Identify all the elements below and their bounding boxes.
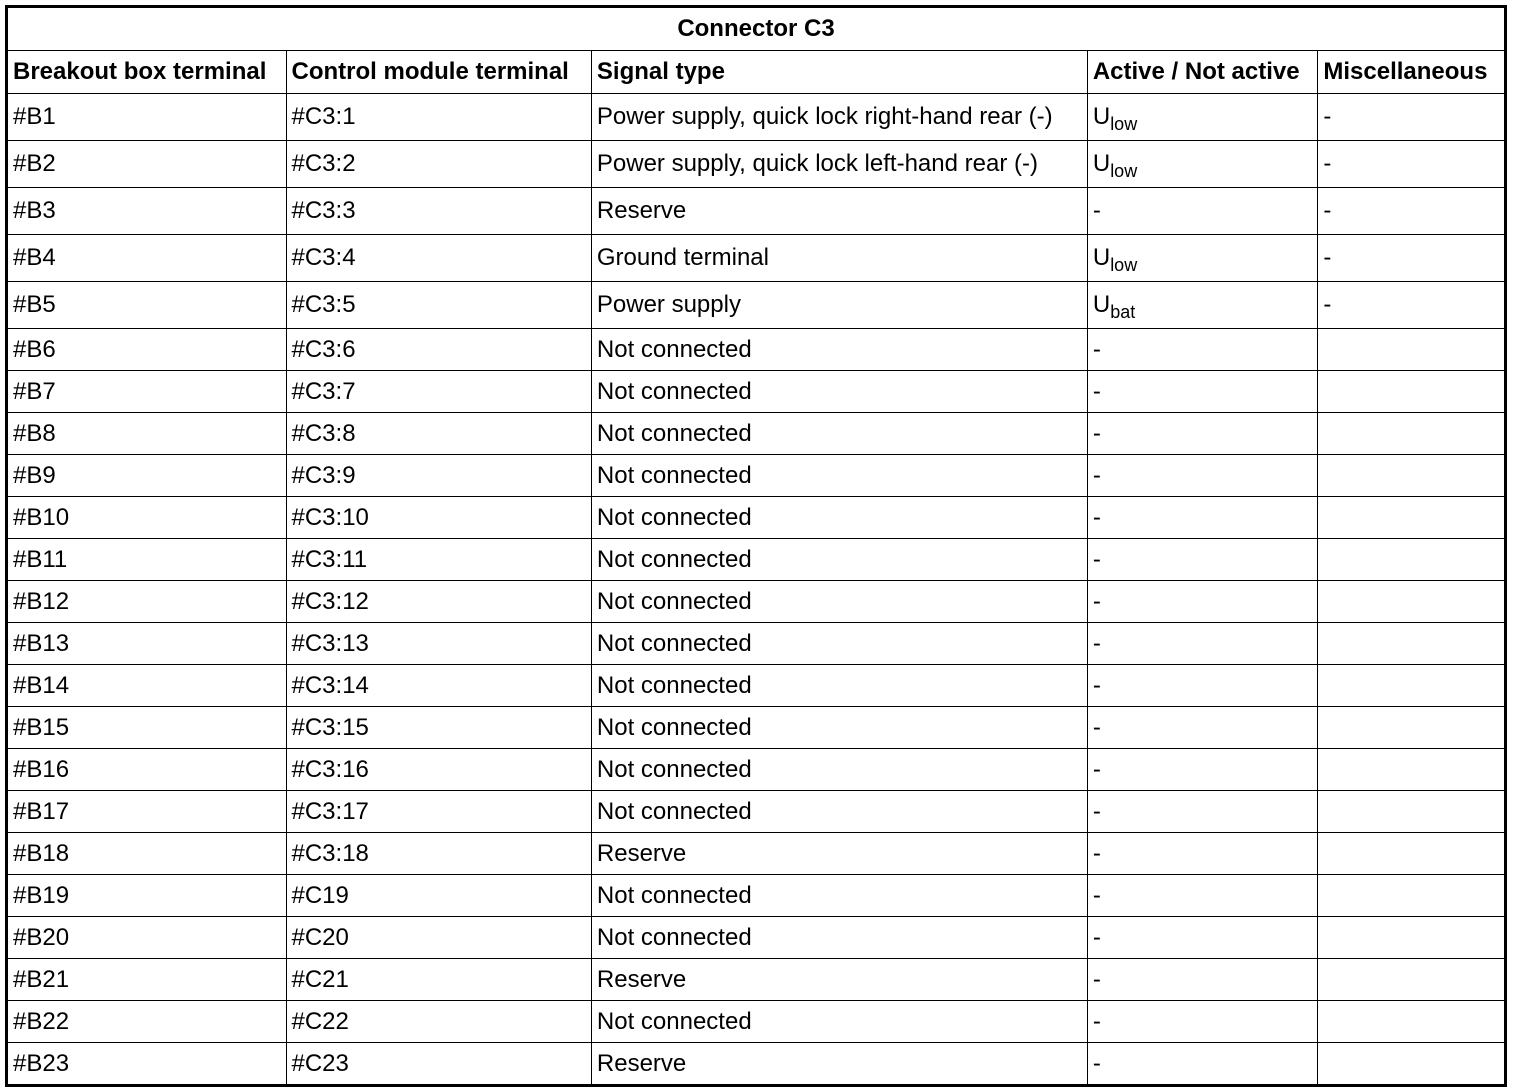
active-state-cell: [1087, 791, 1318, 833]
control-module-terminal-cell: #C3:1: [286, 94, 591, 141]
control-module-terminal-cell: #C3:12: [286, 581, 591, 623]
breakout-box-terminal-cell: #B8: [7, 413, 287, 455]
miscellaneous-cell: [1318, 875, 1506, 917]
breakout-box-terminal-cell: #B6: [7, 329, 287, 371]
active-state-symbol: -: [1092, 335, 1101, 363]
breakout-box-terminal-cell: #B2: [7, 141, 287, 188]
miscellaneous-cell: [1318, 371, 1506, 413]
active-state-cell: [1087, 188, 1318, 235]
signal-type-cell: Not connected: [591, 875, 1087, 917]
table-row: [7, 707, 1506, 749]
active-state-symbol: -: [1092, 377, 1101, 405]
breakout-box-terminal-cell: #B20: [7, 917, 287, 959]
breakout-box-terminal-cell: #B19: [7, 875, 287, 917]
active-state-cell: [1087, 1043, 1318, 1086]
miscellaneous-cell: [1318, 497, 1506, 539]
control-module-terminal-cell: #C21: [286, 959, 591, 1001]
active-state-cell: [1087, 707, 1318, 749]
breakout-box-terminal-cell: #B16: [7, 749, 287, 791]
active-state-symbol: U: [1092, 291, 1111, 318]
breakout-box-terminal-cell: #B11: [7, 539, 287, 581]
signal-type-cell: Not connected: [591, 707, 1087, 749]
active-state-subscript: low: [1110, 161, 1138, 181]
miscellaneous-cell: [1318, 959, 1506, 1001]
header-signal-type: Signal type: [591, 51, 1087, 94]
active-state-symbol: -: [1092, 797, 1101, 825]
active-state-subscript: bat: [1110, 302, 1136, 322]
signal-type-cell: Not connected: [591, 1001, 1087, 1043]
miscellaneous-cell: [1318, 329, 1506, 371]
breakout-box-terminal-cell: #B21: [7, 959, 287, 1001]
table-row: [7, 371, 1506, 413]
signal-type-cell: Not connected: [591, 581, 1087, 623]
active-state-cell: [1087, 455, 1318, 497]
miscellaneous-cell: [1318, 917, 1506, 959]
miscellaneous-cell: [1318, 833, 1506, 875]
signal-type-cell: Reserve: [591, 1043, 1087, 1086]
active-state-subscript: low: [1110, 255, 1138, 275]
active-state-cell: [1087, 329, 1318, 371]
signal-type-cell: Not connected: [591, 371, 1087, 413]
table-row: [7, 94, 1506, 141]
breakout-box-terminal-cell: #B10: [7, 497, 287, 539]
table-row: [7, 539, 1506, 581]
active-state-symbol: -: [1092, 923, 1101, 951]
breakout-box-terminal-cell: #B13: [7, 623, 287, 665]
breakout-box-terminal-cell: #B1: [7, 94, 287, 141]
miscellaneous-cell: -: [1318, 282, 1506, 329]
signal-type-cell: Power supply, quick lock left-hand rear (-): [591, 141, 1087, 188]
breakout-box-terminal-cell: #B22: [7, 1001, 287, 1043]
miscellaneous-cell: [1318, 455, 1506, 497]
signal-type-cell: Reserve: [591, 833, 1087, 875]
active-state-symbol: -: [1092, 461, 1101, 489]
control-module-terminal-cell: #C3:16: [286, 749, 591, 791]
table-row: [7, 1043, 1506, 1086]
header-control-module-terminal: Control module terminal: [286, 51, 591, 94]
control-module-terminal-cell: #C23: [286, 1043, 591, 1086]
breakout-box-terminal-cell: #B9: [7, 455, 287, 497]
active-state-cell: [1087, 539, 1318, 581]
table-row: [7, 623, 1506, 665]
signal-type-cell: Not connected: [591, 413, 1087, 455]
active-state-symbol: -: [1092, 839, 1101, 867]
active-state-cell: [1087, 497, 1318, 539]
breakout-box-terminal-cell: #B23: [7, 1043, 287, 1086]
miscellaneous-cell: [1318, 749, 1506, 791]
miscellaneous-cell: [1318, 1001, 1506, 1043]
breakout-box-terminal-cell: #B15: [7, 707, 287, 749]
control-module-terminal-cell: #C19: [286, 875, 591, 917]
miscellaneous-cell: [1318, 665, 1506, 707]
active-state-cell: [1087, 1001, 1318, 1043]
signal-type-cell: Not connected: [591, 749, 1087, 791]
breakout-box-terminal-cell: #B4: [7, 235, 287, 282]
miscellaneous-cell: -: [1318, 141, 1506, 188]
active-state-symbol: -: [1092, 545, 1101, 573]
control-module-terminal-cell: #C3:15: [286, 707, 591, 749]
active-state-symbol: -: [1092, 197, 1101, 224]
active-state-cell: [1087, 623, 1318, 665]
control-module-terminal-cell: #C3:11: [286, 539, 591, 581]
active-state-symbol: -: [1092, 881, 1101, 909]
control-module-terminal-cell: #C3:4: [286, 235, 591, 282]
header-active-not-active: Active / Not active: [1087, 51, 1318, 94]
miscellaneous-cell: -: [1318, 94, 1506, 141]
active-state-cell: [1087, 141, 1318, 188]
active-state-symbol: -: [1092, 1007, 1101, 1035]
active-state-cell: [1087, 749, 1318, 791]
active-state-symbol: -: [1092, 629, 1101, 657]
breakout-box-terminal-cell: #B18: [7, 833, 287, 875]
active-state-cell: [1087, 94, 1318, 141]
active-state-symbol: -: [1092, 713, 1101, 741]
signal-type-cell: Not connected: [591, 665, 1087, 707]
active-state-cell: [1087, 413, 1318, 455]
table-row: [7, 749, 1506, 791]
miscellaneous-cell: [1318, 623, 1506, 665]
signal-type-cell: Not connected: [591, 917, 1087, 959]
control-module-terminal-cell: #C3:5: [286, 282, 591, 329]
active-state-symbol: -: [1092, 1049, 1101, 1077]
table-row: [7, 235, 1506, 282]
active-state-symbol: U: [1092, 103, 1111, 130]
miscellaneous-cell: [1318, 791, 1506, 833]
table-row: [7, 413, 1506, 455]
table-row: [7, 282, 1506, 329]
table-row: [7, 833, 1506, 875]
active-state-cell: [1087, 917, 1318, 959]
miscellaneous-cell: -: [1318, 188, 1506, 235]
active-state-symbol: -: [1092, 671, 1101, 699]
table-row: [7, 188, 1506, 235]
active-state-symbol: U: [1092, 244, 1111, 271]
table-title: Connector C3: [7, 7, 1506, 51]
table-row: [7, 917, 1506, 959]
breakout-box-terminal-cell: #B5: [7, 282, 287, 329]
control-module-terminal-cell: #C20: [286, 917, 591, 959]
active-state-cell: [1087, 665, 1318, 707]
active-state-cell: [1087, 581, 1318, 623]
active-state-symbol: -: [1092, 419, 1101, 447]
active-state-symbol: -: [1092, 965, 1101, 993]
signal-type-cell: Not connected: [591, 329, 1087, 371]
breakout-box-terminal-cell: #B17: [7, 791, 287, 833]
miscellaneous-cell: [1318, 539, 1506, 581]
control-module-terminal-cell: #C3:8: [286, 413, 591, 455]
table-row: [7, 791, 1506, 833]
control-module-terminal-cell: #C3:9: [286, 455, 591, 497]
control-module-terminal-cell: #C3:3: [286, 188, 591, 235]
active-state-subscript: low: [1110, 114, 1138, 134]
table-row: [7, 959, 1506, 1001]
active-state-cell: [1087, 959, 1318, 1001]
control-module-terminal-cell: #C3:6: [286, 329, 591, 371]
control-module-terminal-cell: #C3:10: [286, 497, 591, 539]
miscellaneous-cell: [1318, 1043, 1506, 1086]
active-state-symbol: -: [1092, 503, 1101, 531]
table-row: [7, 875, 1506, 917]
active-state-cell: [1087, 282, 1318, 329]
active-state-symbol: U: [1092, 150, 1111, 177]
control-module-terminal-cell: #C3:7: [286, 371, 591, 413]
table-row: [7, 455, 1506, 497]
signal-type-cell: Not connected: [591, 539, 1087, 581]
control-module-terminal-cell: #C3:13: [286, 623, 591, 665]
miscellaneous-cell: [1318, 413, 1506, 455]
control-module-terminal-cell: #C3:18: [286, 833, 591, 875]
miscellaneous-cell: [1318, 707, 1506, 749]
table-row: [7, 1001, 1506, 1043]
control-module-terminal-cell: #C3:14: [286, 665, 591, 707]
active-state-cell: [1087, 371, 1318, 413]
breakout-box-terminal-cell: #B3: [7, 188, 287, 235]
signal-type-cell: Not connected: [591, 455, 1087, 497]
table-body: [7, 94, 1506, 1086]
signal-type-cell: Not connected: [591, 497, 1087, 539]
table-row: [7, 329, 1506, 371]
active-state-cell: [1087, 235, 1318, 282]
signal-type-cell: Not connected: [591, 623, 1087, 665]
table-row: [7, 581, 1506, 623]
signal-type-cell: Power supply: [591, 282, 1087, 329]
active-state-cell: [1087, 875, 1318, 917]
miscellaneous-cell: [1318, 581, 1506, 623]
breakout-box-terminal-cell: #B7: [7, 371, 287, 413]
header-breakout-box-terminal: Breakout box terminal: [7, 51, 287, 94]
header-miscellaneous: Miscellaneous: [1318, 51, 1506, 94]
table-row: [7, 497, 1506, 539]
signal-type-cell: Not connected: [591, 791, 1087, 833]
control-module-terminal-cell: #C3:17: [286, 791, 591, 833]
active-state-cell: [1087, 833, 1318, 875]
active-state-symbol: -: [1092, 755, 1101, 783]
table-row: [7, 665, 1506, 707]
miscellaneous-cell: -: [1318, 235, 1506, 282]
active-state-symbol: -: [1092, 587, 1101, 615]
signal-type-cell: Reserve: [591, 959, 1087, 1001]
breakout-box-terminal-cell: #B12: [7, 581, 287, 623]
control-module-terminal-cell: #C22: [286, 1001, 591, 1043]
connector-table: [5, 5, 1507, 1087]
table-row: [7, 141, 1506, 188]
breakout-box-terminal-cell: #B14: [7, 665, 287, 707]
signal-type-cell: Power supply, quick lock right-hand rear (-): [591, 94, 1087, 141]
signal-type-cell: Reserve: [591, 188, 1087, 235]
control-module-terminal-cell: #C3:2: [286, 141, 591, 188]
signal-type-cell: Ground terminal: [591, 235, 1087, 282]
